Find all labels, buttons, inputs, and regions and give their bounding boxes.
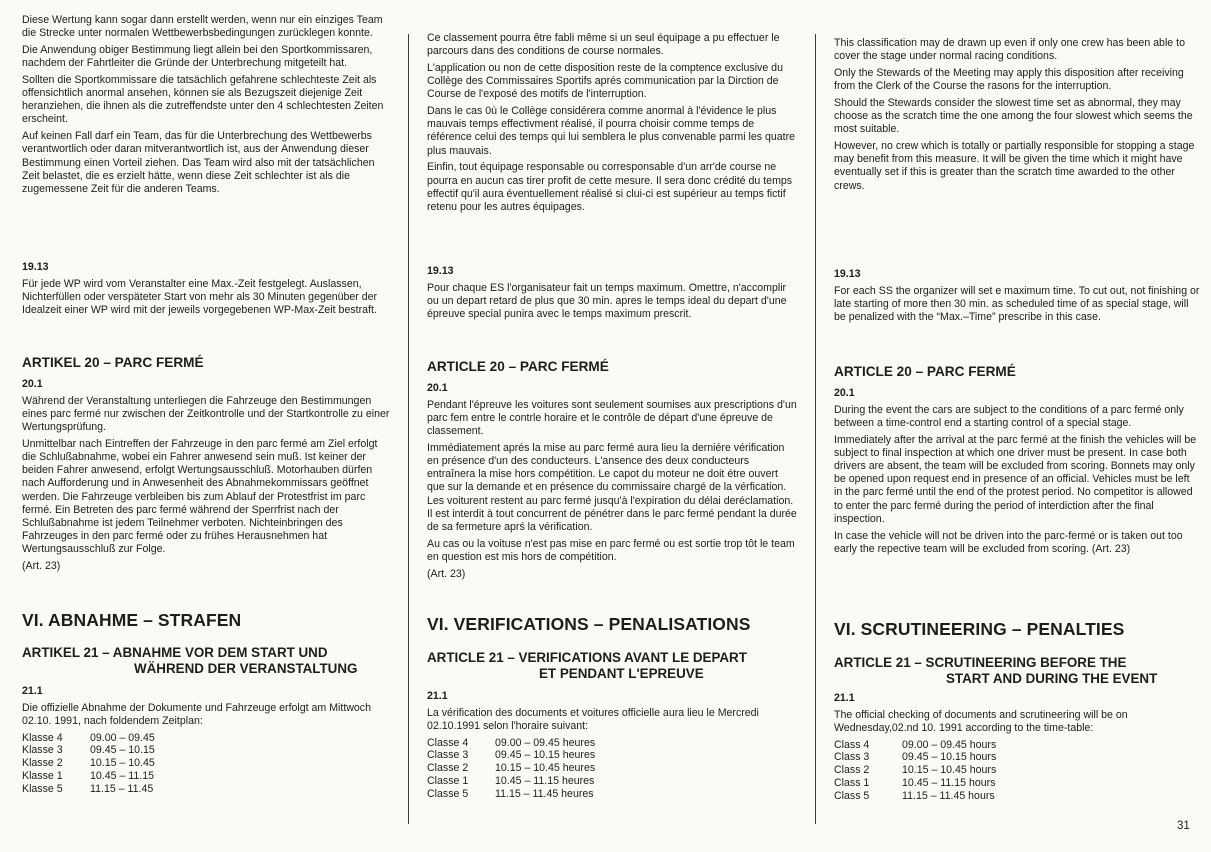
paragraph: Pour chaque ES l'organisateur fait un temps maximum. Omettre, n'accomplir ou un depart retard de plus que 30 min. apres le temps ideal du depart d'une épreuve special punira avec le temps maximum prescrit. (427, 281, 787, 321)
paragraph: Diese Wertung kann sogar dann erstellt werden, wenn nur ein einziges Team die Strecke unter normalen Wettbewerbsbedingungen zurücklegen konnte. (22, 14, 383, 40)
section-number: 20.1 (22, 378, 43, 390)
paragraph: Auf keinen Fall darf ein Team, das für die Unterbrechung des Wettbewerbs verantwortlich oder daran mitverantwortlich ist, aus der Anwendung dieser Bestimmung einen Vorteil ziehen. Das Team wird also mit der tatsächlichen Zeit belastet, die es erzielt hätte, wenn diese Zeit schlechter ist als die zugemessene Zeit für die anderen Teams. (22, 130, 375, 195)
article-20-heading (427, 359, 797, 379)
schedule-table (22, 732, 390, 796)
paragraph: La vérification des documents et voitures officielle aura lieu le Mercredi 02.10.1991 selon l'horaire suivant: (427, 706, 759, 732)
article-title-line: ARTICLE 21 – VERIFICATIONS AVANT LE DEPART (427, 650, 747, 665)
paragraph: This classification may de drawn up even if only one crew has been able to cover the stage under normal racing conditions. (834, 37, 1185, 63)
intro-section (22, 14, 390, 200)
section-number: 20.1 (427, 382, 448, 394)
schedule-time: 09.45 – 10.15 heures (495, 749, 596, 762)
section-number: 21.1 (834, 692, 855, 704)
paragraph: Should the Stewards consider the slowest time set as abnormal, they may choose as the scratch time the one among the four slowest which seems the most suitable. (834, 96, 1193, 136)
reference: (Art. 23) (22, 560, 61, 573)
schedule-time: 09.45 – 10.15 hours (902, 751, 997, 764)
paragraph: Während der Veranstaltung unterliegen die Fahrzeuge den Bestimmungen eines parc fermé nur zwischen der Zeitkontrolle und der Startkontrolle zu einer Wertungsprüfung. (22, 394, 390, 434)
paragraph: Pendant l'épreuve les voitures sont seulement soumises aux prescriptions d'un parc fem entre le contrle horaire et le contrôle de départ d'une épreuve de classement. (427, 398, 797, 438)
column-divider (815, 34, 816, 824)
section-20-1 (22, 378, 390, 577)
section-20-1 (834, 387, 1200, 559)
paragraph: In case the vehicle will not be driven into the parc-fermé or is taken out too early the repective team will be excluded from scoring. (Art. 23) (834, 529, 1183, 555)
schedule-time: 10.15 – 10.45 (90, 757, 155, 770)
schedule-table (834, 739, 1200, 803)
schedule-class: Klasse 3 (22, 744, 63, 757)
schedule-class: Klasse 4 (22, 731, 63, 744)
article-title-line: START AND DURING THE EVENT (946, 670, 1158, 686)
section-19-13 (22, 261, 390, 321)
paragraph: Die Anwendung obiger Bestimmung liegt allein bei den Sportkommissaren, nachdem der Fahrtleiter die Gründe der Unterbrechung mitgeteilt hat. (22, 43, 373, 70)
article-title-line: WÄHREND DER VERANSTALTUNG (134, 660, 358, 676)
paragraph: Sollten die Sportkommissare die tatsächlich gefahrene schlechteste Zeit als offensichtlich anormal ansehen, können sie als Bezugszeit diejenige Zeit heranziehen, die ihnen als die zutreffendste unter den 4 schlechtesten Zeiten erscheint. (22, 73, 384, 126)
schedule-class: Classe 3 (427, 749, 469, 762)
schedule-time: 10.15 – 10.45 hours (902, 764, 997, 777)
chapter-heading (427, 614, 797, 638)
schedule-time: 10.45 – 11.15 hours (902, 777, 996, 789)
schedule-time: 09.00 – 09.45 hours (902, 738, 997, 751)
schedule-class: Classe 1 (427, 775, 469, 787)
article-title-line: ET PENDANT L'EPREUVE (539, 665, 704, 681)
paragraph: Einfin, tout équipage responsable ou corresponsable d'un arr'de course ne pourra en aucun cas tirer profit de cette mesure. Il sera donc crédité du temps effectif qu'il aura éventuellement réalisé si clui-ci est supérieur au temps fictif retenu pour les autres équipages. (427, 161, 793, 213)
german-column (22, 0, 390, 852)
article-title: ARTIKEL 20 – PARC FERMÉ (22, 355, 204, 370)
article-title-line: ARTIKEL 21 – ABNAHME VOR DEM START UND (22, 645, 328, 660)
article-20-heading (22, 355, 390, 375)
paragraph: Unmittelbar nach Eintreffen der Fahrzeuge in den parc fermé am Ziel erfolgt die Schlußabnahme, wobei ein Fahrer anwesend sein muß. Ist keiner der beiden Fahrer anwesend, erfolgt Wertungsausschluß. Motorhauben dürfen nach Aufforderung und in Anwesenheit des Abnahmekommissars geöffnet werden. Die Fahrzeuge verbleiben bis zum Ablauf der Protestfrist im parc fermé. Ein Betreten des parc fermé während der Sperrfrist nach der Schlußabnahme ist jedem Teilnehmer verboten. Nichteinbringen des Fahrzeuges in den parc fermé oder zu frühes Herausnehmen hat Wertungsausschluß zur Folge. (22, 437, 378, 556)
page-number: 31 (1177, 820, 1190, 832)
schedule-class: Class 2 (834, 764, 870, 777)
article-title: ARTICLE 20 – PARC FERMÉ (834, 364, 1016, 379)
article-title (427, 650, 797, 681)
article-title: ARTICLE 20 – PARC FERMÉ (427, 359, 609, 374)
schedule-time: 11.15 – 11.45 hours (902, 789, 995, 802)
paragraph: Only the Stewards of the Meeting may apply this disposition after receiving from the Clerk of the Course the rasons for the interruption. (834, 66, 1184, 93)
french-column (427, 0, 797, 852)
section-number: 19.13 (834, 268, 861, 280)
schedule-time: 09.00 – 09.45 heures (495, 736, 596, 749)
schedule-time: 10.15 – 10.45 heures (495, 762, 596, 775)
chapter-title: VI. SCRUTINEERING – PENALTIES (834, 619, 1125, 639)
paragraph: Für jede WP wird vom Veranstalter eine Max.-Zeit festgelegt. Auslassen, Nichterfüllen oder verspäteter Start von mehr als 30 Minuten gegenüber der Idealzeit einer WP wird mit der jeweils vorgegebenen WP-Max-Zeit bestraft. (22, 277, 378, 317)
paragraph: For each SS the organizer will set e maximum time. To cut out, not finishing or late starting of more then 30 min. as scheduled time of as special stage, will be penalized with the “Max.–Time” prescribe in this case. (834, 284, 1200, 324)
schedule-class: Class 4 (834, 738, 870, 751)
paragraph: Dans le cas 0ù le Collège considérera comme anormal à l'évidence le plus mauvais temps effectivment réalisé, il pourra choisir comme temps de référence celui des temps qui lui semblera le plus convenable parmi les quatre plus mauvais. (427, 105, 796, 157)
section-21-1 (834, 692, 1200, 803)
chapter-heading (834, 619, 1200, 643)
section-number: 20.1 (834, 387, 855, 399)
schedule-class: Classe 2 (427, 762, 469, 775)
schedule-class: Class 1 (834, 777, 870, 789)
section-number: 21.1 (22, 685, 43, 697)
chapter-heading (22, 610, 390, 634)
schedule-class: Klasse 1 (22, 770, 63, 782)
section-number: 19.13 (22, 261, 49, 273)
paragraph: During the event the cars are subject to the conditions of a parc fermé only between a time-control end a starting control of a special stage. (834, 403, 1184, 429)
article-title-line: ARTICLE 21 – SCRUTINEERING BEFORE THE (834, 655, 1127, 670)
schedule-time: 10.45 – 11.15 (90, 770, 155, 782)
intro-section (834, 37, 1200, 196)
article-21-heading (22, 645, 390, 680)
paragraph: Die offizielle Abnahme der Dokumente und Fahrzeuge erfolgt am Mittwoch 02.10. 1991, nach foldendem Zeitplan: (22, 701, 371, 727)
schedule-time: 11.15 – 11.45 heures (495, 787, 594, 800)
section-21-1 (427, 690, 797, 801)
schedule-class: Class 3 (834, 751, 870, 764)
schedule-class: Classe 5 (427, 787, 469, 800)
schedule-class: Klasse 2 (22, 757, 63, 770)
paragraph: L'application ou non de cette disposition reste de la comptence exclusive du Collège des Commissaires Sportifs aprés communication par la Dirction de Course de l'exposé des motifs de l'interruption. (427, 61, 783, 101)
section-number: 19.13 (427, 265, 454, 277)
section-19-13 (427, 265, 797, 325)
english-column (834, 0, 1200, 852)
article-20-heading (834, 364, 1200, 384)
schedule-time: 09.45 – 10.15 (90, 744, 155, 757)
intro-section (427, 32, 797, 218)
article-21-heading (427, 650, 797, 685)
chapter-title: VI. VERIFICATIONS – PENALISATIONS (427, 614, 751, 634)
schedule-class: Klasse 5 (22, 782, 63, 795)
paragraph: Ce classement pourra être fabli même si un seul équipage a pu effectuer le parcours dans des conditions de course normales. (427, 32, 780, 58)
paragraph: However, no crew which is totally or partially responsible for stopping a stage may benefit from this measure. It will be given the time which it might have eventually set if this is greater than the scratch time awarded to the other crews. (834, 139, 1195, 192)
article-21-heading (834, 655, 1200, 690)
section-21-1 (22, 685, 390, 796)
schedule-class: Classe 4 (427, 736, 469, 749)
paragraph: The official checking of documents and scrutineering will be on Wednesday,02.nd 10. 1991 according to the time-table: (834, 708, 1128, 734)
section-number: 21.1 (427, 690, 448, 702)
schedule-time: 09.00 – 09.45 (90, 731, 155, 744)
section-19-13 (834, 268, 1200, 328)
article-title (22, 645, 390, 676)
article-title (834, 655, 1200, 686)
schedule-time: 10.45 – 11.15 heures (495, 775, 595, 787)
paragraph: Immediately after the arrival at the parc fermé at the finish the vehicles will be subject to final inspection at which one driver must be present. In case both drivers are absent, the team will be excluded from scoring. Bonnets may only be opened upon request end in presence of an official. Vehicles must be left in the parc fermé until the end of the protest period. No competitor is allowed to enter the parc fermé during the period of interdiction after the final inspection. (834, 433, 1197, 525)
paragraph: Immédiatement aprés la mise au parc fermé aura lieu la derniére vérification en présence d'un des conducteurs. L'ansence des deux conducteurs entraînera la mise hors compétition. Le capot du moteur ne doit étre ouvert que sur la demande et en présence du commissaire chargé de la vérfication. Les voiturent restent au parc fermé jusqu'à l'expiration du délai deréclamation. Il est interdit à tout concurrent de pénétrer dans le parc fermé pendant la durée de sa fermeture aprś la vérification. (427, 441, 797, 534)
paragraph: Au cas ou la voituse n'est pas mise en parc fermé ou est sortie trop tôt le team en question est mis hors de compétition. (427, 537, 795, 563)
schedule-table (427, 737, 797, 801)
section-20-1 (427, 382, 797, 584)
schedule-class: Class 5 (834, 789, 870, 802)
column-divider (408, 34, 409, 824)
chapter-title: VI. ABNAHME – STRAFEN (22, 610, 242, 630)
schedule-time: 11.15 – 11.45 (90, 782, 154, 795)
reference: (Art. 23) (427, 567, 466, 580)
